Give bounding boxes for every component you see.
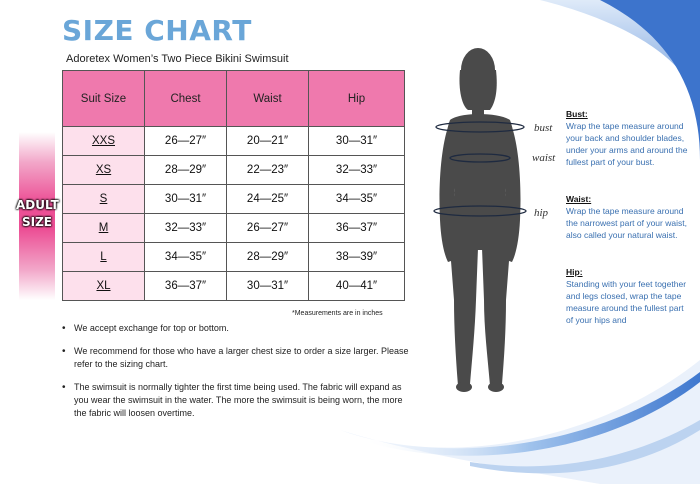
- hip-heading: Hip:: [566, 267, 583, 277]
- hip-cell: 38—39″: [309, 243, 405, 272]
- hip-cell: 30—31″: [309, 127, 405, 156]
- header-hip: Hip: [309, 71, 405, 127]
- chest-cell: 28—29″: [145, 156, 227, 185]
- size-cell: L: [63, 243, 145, 272]
- chest-cell: 30—31″: [145, 185, 227, 214]
- chest-cell: 26—27″: [145, 127, 227, 156]
- size-cell: M: [63, 214, 145, 243]
- waist-text: Wrap the tape measure around the narrowest part of your waist, also called your natural waist.: [566, 206, 687, 240]
- table-row: [63, 243, 405, 272]
- bust-label: bust: [534, 122, 553, 134]
- list-item: • We accept exchange for top or bottom.: [62, 322, 412, 335]
- waist-label: waist: [532, 152, 556, 164]
- waist-cell: 28—29″: [227, 243, 309, 272]
- table-row: [63, 185, 405, 214]
- adult-label-line1: ADULT: [16, 198, 59, 212]
- size-cell: XS: [63, 156, 145, 185]
- bust-text: Wrap the tape measure around your back and shoulder blades, under your arms and around the fullest part of your bust.: [566, 121, 688, 167]
- waist-cell: 30—31″: [227, 272, 309, 301]
- hip-text: Standing with your feet together and legs closed, wrap the tape measure around the fullest part of your hips and: [566, 279, 687, 325]
- chest-cell: 36—37″: [145, 272, 227, 301]
- bust-heading: Bust:: [566, 109, 588, 119]
- size-table-header-row: [63, 71, 405, 127]
- adult-size-label: [16, 197, 58, 231]
- list-item: • We recommend for those who have a larger chest size to order a size larger. Please refer to the sizing chart.: [62, 345, 412, 371]
- hip-instructions: [566, 266, 690, 326]
- policy-notes: [62, 322, 412, 430]
- waist-cell: 20—21″: [227, 127, 309, 156]
- measurement-note: *Measurements are in inches: [292, 310, 383, 317]
- size-table: [62, 70, 405, 301]
- table-row: [63, 214, 405, 243]
- header-chest: Chest: [145, 71, 227, 127]
- waist-cell: 22—23″: [227, 156, 309, 185]
- body-silhouette-illustration: [420, 40, 540, 400]
- table-row: [63, 272, 405, 301]
- table-row: [63, 127, 405, 156]
- hip-label: hip: [534, 207, 549, 219]
- page-title: SIZE CHART: [62, 14, 252, 47]
- waist-heading: Waist:: [566, 194, 592, 204]
- silhouette-icon: [439, 48, 520, 392]
- waist-instructions: [566, 193, 690, 241]
- hip-cell: 36—37″: [309, 214, 405, 243]
- list-item: • The swimsuit is normally tighter the first time being used. The fabric will expand as you wear the swimsuit in the water. The more the swimsuit is being worn, the more the fabric will loosen overtime.: [62, 381, 412, 420]
- hip-cell: 32—33″: [309, 156, 405, 185]
- size-cell: S: [63, 185, 145, 214]
- chest-cell: 34—35″: [145, 243, 227, 272]
- header-waist: Waist: [227, 71, 309, 127]
- adult-label-line2: SIZE: [21, 215, 52, 229]
- waist-cell: 24—25″: [227, 185, 309, 214]
- chest-cell: 32—33″: [145, 214, 227, 243]
- product-subtitle: Adoretex Women’s Two Piece Bikini Swimsuit: [66, 53, 289, 65]
- hip-cell: 40—41″: [309, 272, 405, 301]
- hip-cell: 34—35″: [309, 185, 405, 214]
- size-cell: XXS: [63, 127, 145, 156]
- table-row: [63, 156, 405, 185]
- waist-cell: 26—27″: [227, 214, 309, 243]
- size-cell: XL: [63, 272, 145, 301]
- bust-instructions: [566, 108, 690, 168]
- header-suit-size: Suit Size: [63, 71, 145, 127]
